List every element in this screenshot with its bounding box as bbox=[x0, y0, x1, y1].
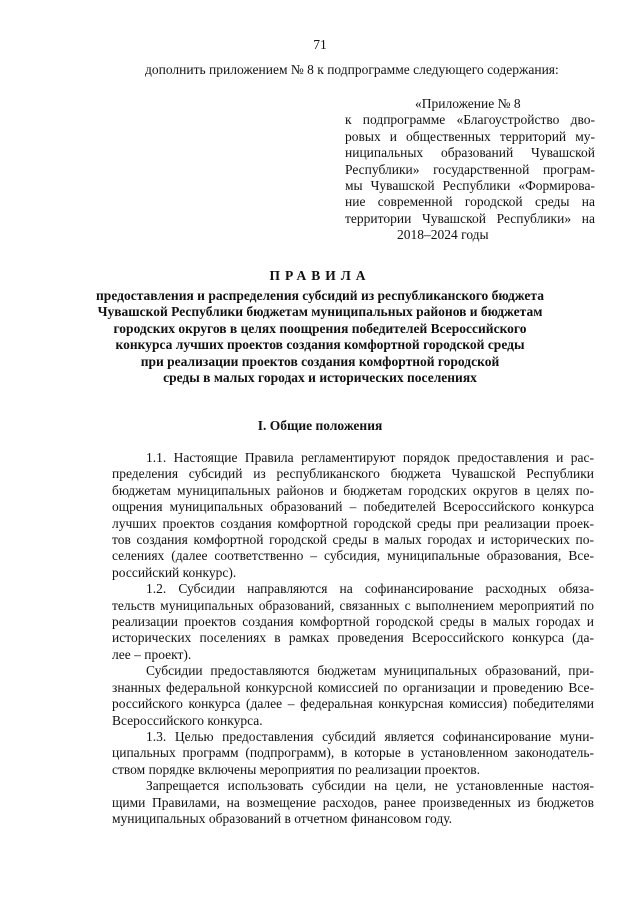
body-line: бюджетам муниципальных районов и бюджетам городских округов в целях по- bbox=[112, 482, 594, 498]
body-line: Запрещается использовать субсидии на цели, не установленные настоя- bbox=[146, 778, 594, 794]
appendix-line: ровых и общественных территорий му- bbox=[345, 128, 595, 144]
body-line: ощрения муниципальных образований – победителей Всероссийского конкурса bbox=[112, 499, 594, 515]
body-line: знанных федеральной конкурсной комиссией по организации и проведению Все- bbox=[112, 679, 594, 695]
appendix-line: 2018–2024 годы bbox=[397, 227, 489, 243]
appendix-line: мы Чувашской Республики «Формирова- bbox=[345, 178, 595, 194]
page-number: 71 bbox=[313, 37, 327, 52]
appendix-header bbox=[345, 96, 595, 244]
body-line: селениях (далее соответственно – субсидия, муниципальные образования, Все- bbox=[112, 548, 594, 564]
body-line: 1.1. Настоящие Правила регламентируют порядок предоставления и рас- bbox=[146, 450, 594, 465]
body-line: пределения субсидий из республиканского бюджета Чувашской Республики bbox=[112, 466, 594, 482]
body-line: тельств муниципальных образований, связанных с выполнением мероприятий по bbox=[112, 597, 594, 613]
body-line: ципальных программ (подпрограмм), в которые в установленном законодатель- bbox=[112, 745, 594, 761]
subtitle-line: конкурса лучших проектов создания комфортной городской среды bbox=[115, 337, 525, 353]
section-heading: I. Общие положения bbox=[257, 418, 383, 433]
subtitle-line: при реализации проектов создания комфортной городской bbox=[140, 353, 500, 369]
body-line: лучших проектов создания комфортной городской среды при реализации проек- bbox=[112, 515, 594, 531]
appendix-line: ние современной городской среды на bbox=[345, 194, 595, 210]
body-line: исторических поселениях в рамках проведения Всероссийского конкурса (да- bbox=[112, 630, 594, 646]
appendix-line: ниципальных образований Чувашской bbox=[345, 145, 595, 161]
body-line: 1.2. Субсидии направляются на софинансирование расходных обяза- bbox=[146, 581, 594, 597]
body-line: реализации проектов создания комфортной городской среды в малых городах и bbox=[112, 614, 594, 630]
body-line: российского конкурса (далее – федеральная конкурсная комиссия) победителями bbox=[112, 696, 594, 712]
subtitle-line: среды в малых городах и исторических поселениях bbox=[163, 370, 477, 386]
body-line: Субсидии предоставляются бюджетам муниципальных образований, при- bbox=[146, 663, 594, 679]
appendix-line: «Приложение № 8 bbox=[415, 96, 521, 111]
body-line: российский конкурс). bbox=[112, 564, 237, 580]
appendix-line: территории Чувашской Республики» на bbox=[345, 210, 595, 226]
body-line: лее – проект). bbox=[112, 646, 192, 662]
body-line: щими Правилами, на возмещение расходов, ранее произведенных из бюджетов bbox=[112, 794, 594, 810]
appendix-line: Республики» государственной програм- bbox=[345, 161, 595, 177]
body-line: ством порядке включены мероприятия по реализации проектов. bbox=[112, 761, 481, 777]
document-subtitle bbox=[60, 288, 580, 386]
body-line: тов создания комфортной городской среды в малых городах и исторических по- bbox=[112, 532, 594, 548]
appendix-line: к подпрограмме «Благоустройство дво- bbox=[345, 112, 595, 128]
body-line: муниципальных образований в отчетном финансовом году. bbox=[112, 810, 453, 826]
body-line: Всероссийского конкурса. bbox=[112, 712, 263, 728]
subtitle-line: городских округов в целях поощрения победителей Всероссийского bbox=[113, 320, 527, 336]
subtitle-line: предоставления и распределения субсидий из республиканского бюджета bbox=[96, 288, 544, 303]
intro-line: дополнить приложением № 8 к подпрограмме следующего содержания: bbox=[145, 62, 559, 77]
document-title: ПРАВИЛА bbox=[269, 268, 371, 283]
subtitle-line: Чувашской Республики бюджетам муниципальных районов и бюджетам bbox=[97, 304, 543, 320]
body-line: 1.3. Целью предоставления субсидий является софинансирование муни- bbox=[146, 728, 594, 744]
body-text bbox=[112, 450, 594, 827]
